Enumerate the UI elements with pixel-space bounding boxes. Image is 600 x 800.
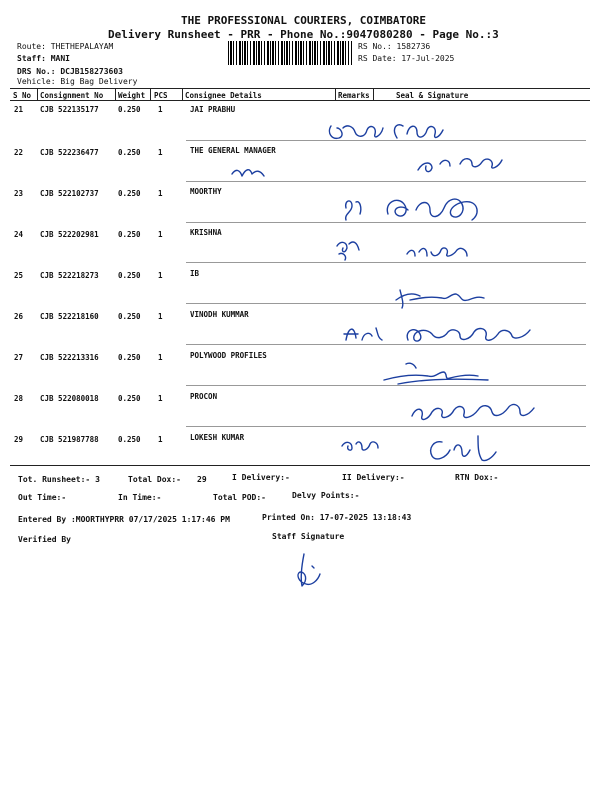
signature-row-22 [228,150,548,190]
cell-pcs: 1 [158,148,163,157]
total-runsheet: Tot. Runsheet:- 3 [18,475,100,484]
cell-consignee: VINODH KUMMAR [190,310,249,319]
cell-pcs: 1 [158,105,163,114]
signature-row-21 [325,118,465,148]
cell-weight: 0.250 [118,353,141,362]
cell-consignee: POLYWOOD PROFILES [190,351,267,360]
col-divider [37,88,38,100]
cell-consignee: MOORTHY [190,187,222,196]
ii-delivery: II Delivery:- [342,473,405,482]
cell-consignee: IB [190,269,200,278]
total-dox-value: 29 [197,475,207,484]
col-divider [182,88,183,100]
cell-consignee: LOKESH KUMAR [190,433,245,442]
cell-consignee: THE GENERAL MANAGER [190,146,276,155]
header-seal-signature: Seal & Signature [396,91,469,100]
signature-row-23 [340,190,500,230]
header-consignment: Consignment No [40,91,104,100]
cell-pcs: 1 [158,271,163,280]
signature-row-26 [340,318,560,348]
table-top-rule [10,88,590,89]
signature-row-24 [333,234,493,274]
cell-weight: 0.250 [118,189,141,198]
cell-consignment: CJB 522135177 [40,105,99,114]
cell-pcs: 1 [158,312,163,321]
cell-sno: 28 [14,394,24,403]
cell-sno: 24 [14,230,24,239]
delvy-points: Delvy Points:- [292,491,360,500]
header-remarks: Remarks [338,91,370,100]
cell-weight: 0.250 [118,312,141,321]
cell-consignee: JAI PRABHU [190,105,236,114]
row-divider [186,303,586,304]
cell-consignment: CJB 522236477 [40,148,99,157]
header-weight: Weight [118,91,146,100]
staff-label: Staff: MANI [17,54,70,63]
i-delivery: I Delivery:- [232,473,290,482]
cell-weight: 0.250 [118,230,141,239]
printed-on: Printed On: 17-07-2025 13:18:43 [262,513,412,522]
header-sno: S No [13,91,32,100]
cell-consignment: CJB 522218160 [40,312,99,321]
cell-sno: 22 [14,148,24,157]
drs-number: DRS No.: DCJB158273603 [17,67,123,76]
total-pod: Total POD:- [213,493,266,502]
verified-by: Verified By [18,535,71,544]
cell-consignment: CJB 521987788 [40,435,99,444]
header-pcs: PCS [154,91,168,100]
col-divider [150,88,151,100]
cell-sno: 27 [14,353,24,362]
signature-row-27 [378,358,518,388]
route-label: Route: THETHEPALAYAM [17,42,114,51]
cell-consignment: CJB 522080018 [40,394,99,403]
entered-by: Entered By :MOORTHYPRR 07/17/2025 1:17:46 PM [18,515,230,524]
cell-consignee: KRISHNA [190,228,222,237]
barcode [228,41,352,65]
staff-signature [290,550,330,592]
cell-weight: 0.250 [118,105,141,114]
cell-sno: 23 [14,189,24,198]
cell-consignment: CJB 522202981 [40,230,99,239]
cell-consignment: CJB 522213316 [40,353,99,362]
staff-signature-label: Staff Signature [272,532,345,541]
signature-row-25 [390,286,490,310]
cell-consignee: PROCON [190,392,218,401]
col-divider [335,88,336,100]
total-dox-label: Total Dox:- [128,475,181,484]
header-consignee: Consignee Details [185,91,262,100]
runsheet-subtitle: Delivery Runsheet - PRR - Phone No.:9047080280 - Page No.:3 [108,28,499,41]
cell-pcs: 1 [158,230,163,239]
cell-weight: 0.250 [118,394,141,403]
cell-sno: 29 [14,435,24,444]
cell-weight: 0.250 [118,435,141,444]
cell-sno: 26 [14,312,24,321]
cell-weight: 0.250 [118,148,141,157]
cell-sno: 25 [14,271,24,280]
table-header-rule [10,100,590,101]
col-divider [373,88,374,100]
rs-number: RS No.: 1582736 [358,42,431,51]
signature-row-29 [338,428,498,472]
in-time: In Time:- [118,493,162,502]
vehicle-label: Vehicle: Big Bag Delivery [17,77,138,86]
out-time: Out Time:- [18,493,67,502]
company-title: THE PROFESSIONAL COURIERS, COIMBATORE [181,14,427,27]
signature-row-28 [408,392,548,428]
table-bottom-rule [10,465,590,466]
cell-weight: 0.250 [118,271,141,280]
rtn-dox: RTN Dox:- [455,473,499,482]
col-divider [115,88,116,100]
cell-pcs: 1 [158,189,163,198]
cell-pcs: 1 [158,353,163,362]
cell-consignment: CJB 522102737 [40,189,99,198]
cell-pcs: 1 [158,394,163,403]
rs-date: RS Date: 17-Jul-2025 [358,54,455,63]
cell-pcs: 1 [158,435,163,444]
cell-consignment: CJB 522218273 [40,271,99,280]
cell-sno: 21 [14,105,24,114]
